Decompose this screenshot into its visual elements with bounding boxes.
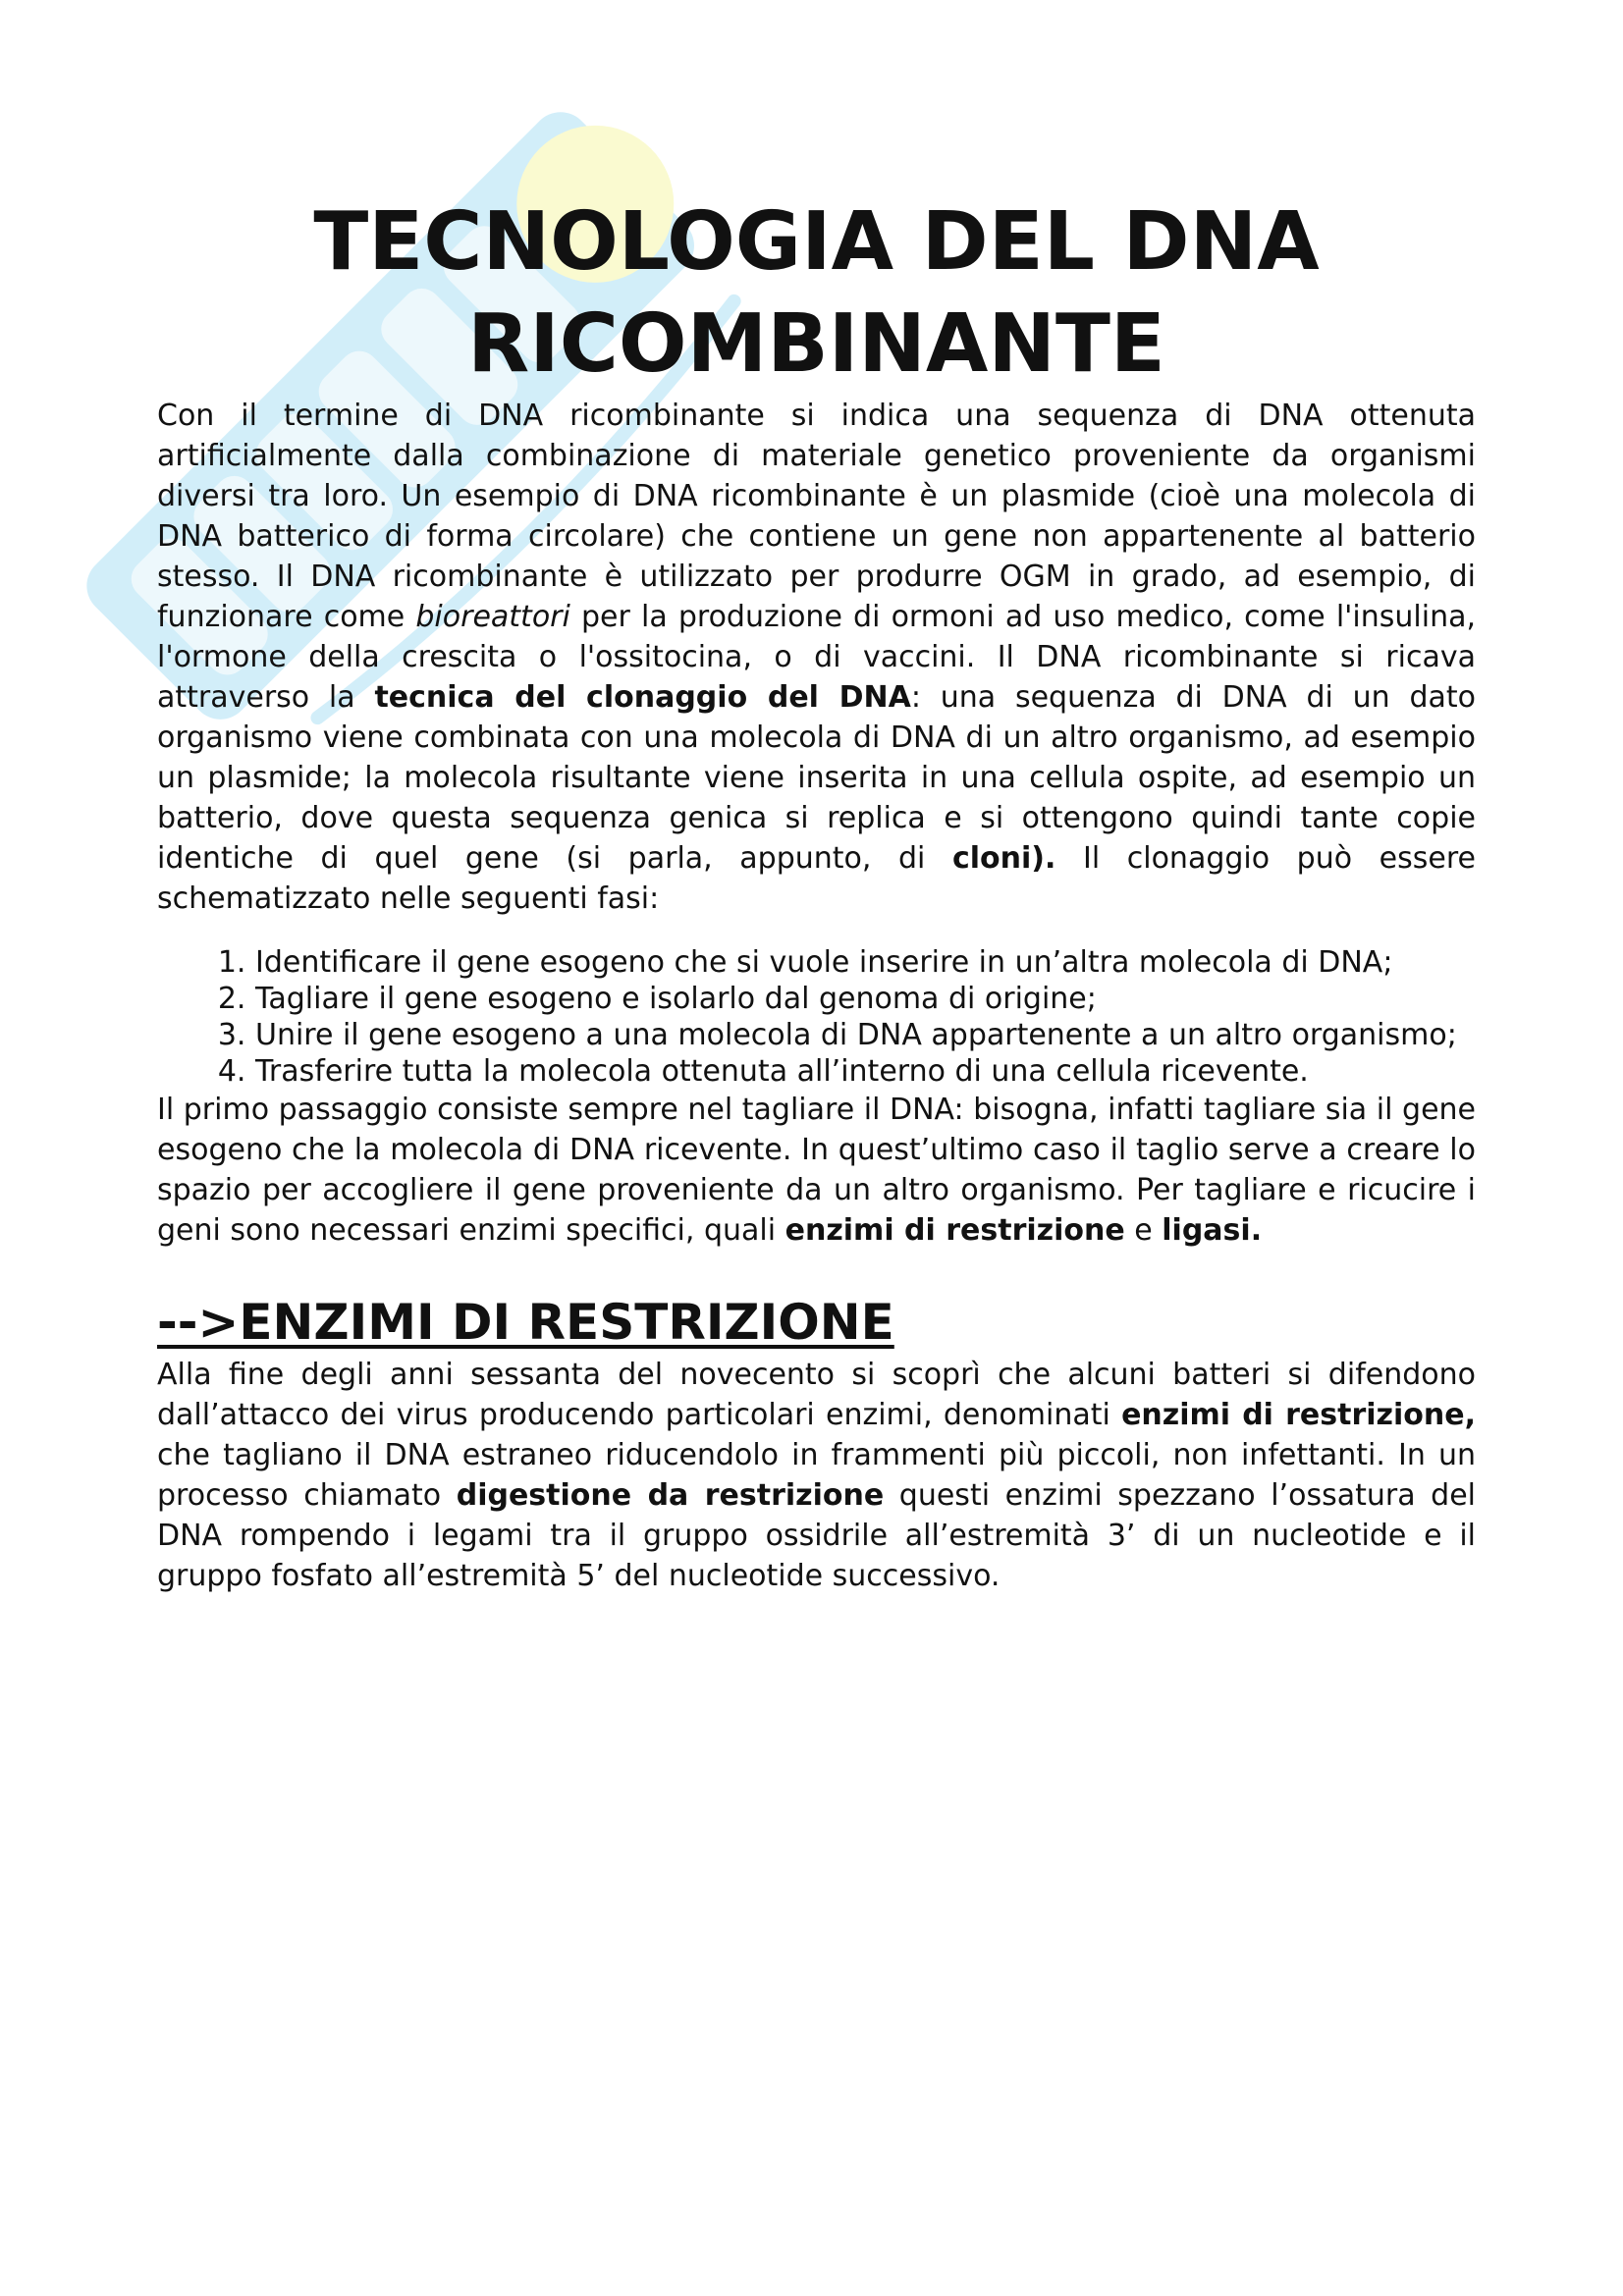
enzimi-paragraph — [157, 1355, 1476, 1596]
para2-text-1: Il primo passaggio consiste sempre nel tagliare il DNA: bisogna, infatti tagliare sia il gene esogeno che la molecola di DNA ricevente. In quest’ultimo caso il taglio serve a creare lo spazio per accogliere il gene proveniente da un altro organismo. Per tagliare e ricucire i geni sono necessari enzimi specifici, quali — [157, 1093, 1476, 1248]
list-item: 4. Trasferire tutta la molecola ottenuta all’interno di una cellula ricevente. — [255, 1053, 1476, 1090]
intro-text-2: per la produzione di ormoni ad uso medico, come l'insulina, l'ormone della crescita o l'ossitocina, o di vaccini. Il DNA ricombinante si ricava attraverso la — [157, 600, 1476, 715]
document-page — [157, 191, 1476, 1596]
intro-text-4: Il clonaggio può essere schematizzato nelle seguenti fasi: — [157, 841, 1476, 916]
intro-paragraph — [157, 396, 1476, 919]
para3-text-2: che tagliano il DNA estraneo riducendolo in frammenti più piccoli, non infettanti. In un processo chiamato — [157, 1438, 1476, 1513]
para2-text-2: e — [1124, 1213, 1163, 1248]
para3-bold-enzimi: enzimi di restrizione, — [1121, 1398, 1476, 1432]
intro-italic-term: bioreattori — [415, 600, 570, 634]
intro-bold-term-cloni: cloni). — [951, 841, 1056, 876]
para3-text-3: questi enzimi spezzano l’ossatura del DNA rompendo i legami tra il gruppo ossidrile all’estremità 3’ di un nucleotide e il gruppo fosfato all’estremità 5’ del nucleotide successivo. — [157, 1478, 1476, 1593]
list-item: 1. Identificare il gene esogeno che si vuole inserire in un’altra molecola di DNA; — [255, 944, 1476, 981]
intro-text-3: : una sequenza di DNA di un dato organismo viene combinata con una molecola di DNA di un altro organismo, ad esempio un plasmide; la molecola risultante viene inserita in una cellula ospite, ad esempio un batterio, dove questa sequenza genica si replica e si ottengono quindi tante copie identiche di quel gene (si parla, appunto, di — [157, 680, 1476, 876]
para2-bold-ligasi: ligasi. — [1162, 1213, 1263, 1248]
intro-text-1: Con il termine di DNA ricombinante si indica una sequenza di DNA ottenuta artificialmente dalla combinazione di materiale genetico proveniente da organismi diversi tra loro. Un esempio di DNA ricombinante è un plasmide (cioè una molecola di DNA batterico di forma circolare) che contiene un gene non appartenente al batterio stesso. Il DNA ricombinante è utilizzato per produrre OGM in grado, ad esempio, di funzionare come — [157, 399, 1476, 634]
list-item: 2. Tagliare il gene esogeno e isolarlo dal genoma di origine; — [255, 981, 1476, 1017]
cutting-paragraph — [157, 1090, 1476, 1251]
para2-bold-enzimi: enzimi di restrizione — [784, 1213, 1125, 1248]
cloning-steps-list — [157, 944, 1476, 1090]
intro-bold-term-clonaggio: tecnica del clonaggio del DNA — [374, 680, 911, 715]
section-heading-enzimi: -->ENZIMI DI RESTRIZIONE — [157, 1294, 894, 1351]
page-title: TECNOLOGIA DEL DNA RICOMBINANTE — [313, 195, 1320, 391]
para3-text-1: Alla fine degli anni sessanta del novecento si scoprì che alcuni batteri si difendono dall’attacco dei virus producendo particolari enzimi, denominati — [157, 1358, 1476, 1432]
list-item: 3. Unire il gene esogeno a una molecola di DNA appartenente a un altro organismo; — [255, 1017, 1476, 1053]
para3-bold-digestione: digestione da restrizione — [456, 1478, 885, 1513]
